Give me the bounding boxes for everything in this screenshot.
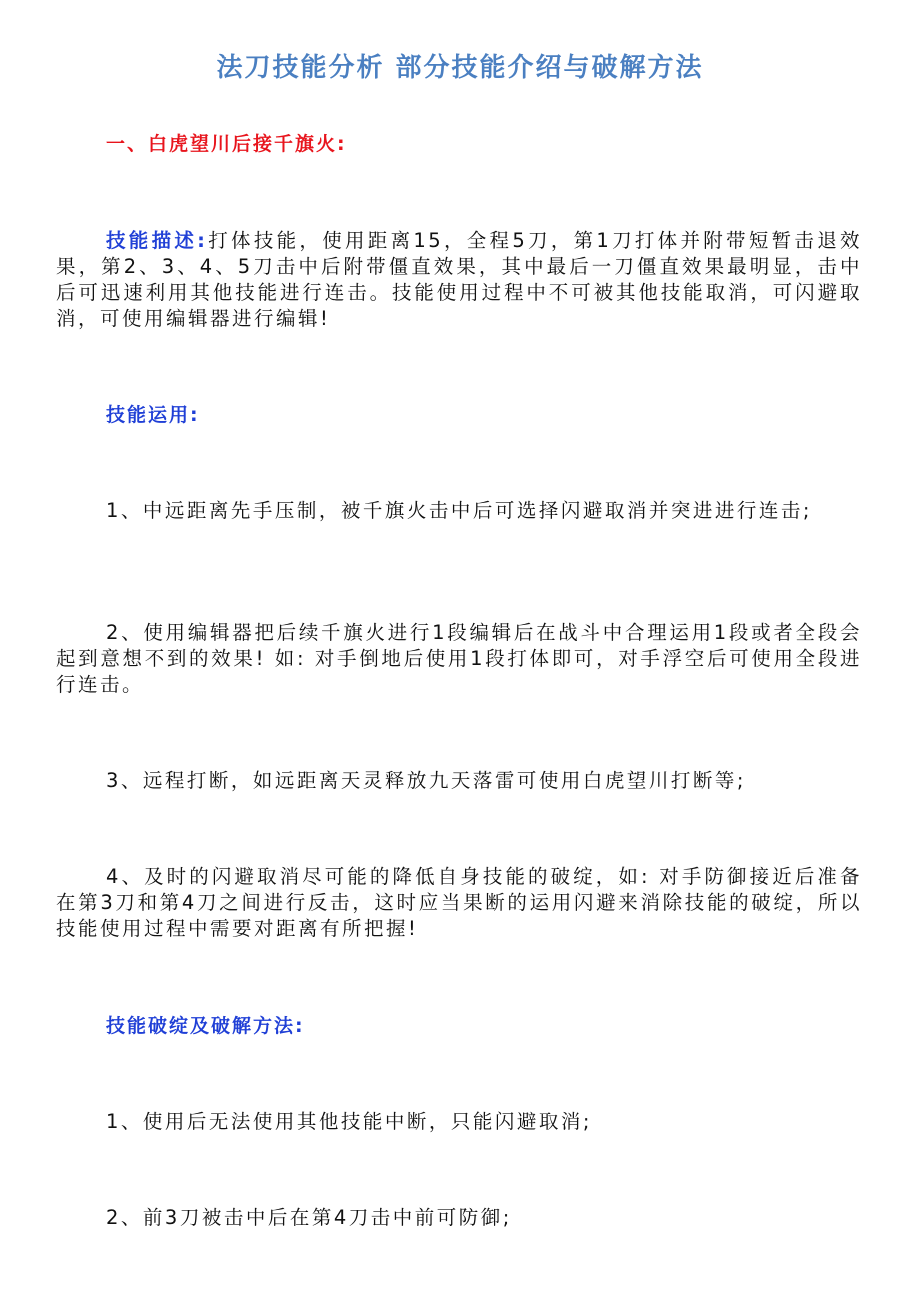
usage-item-3: 3、远程打断，如远距离天灵释放九天落雷可使用白虎望川打断等; xyxy=(106,769,746,792)
section-heading-usage: 技能运用: xyxy=(106,404,200,426)
skill-description-paragraph xyxy=(56,228,862,332)
counter-item-1: 1、使用后无法使用其他技能中断，只能闪避取消; xyxy=(106,1110,592,1133)
description-label: 技能描述: xyxy=(106,229,208,252)
section-heading-skill-name: 一、白虎望川后接千旗火: xyxy=(106,133,347,155)
counter-item-2: 2、前3刀被击中后在第4刀击中前可防御; xyxy=(106,1206,512,1229)
section-heading-counter: 技能破绽及破解方法: xyxy=(106,1015,305,1037)
usage-item-2: 2、使用编辑器把后续千旗火进行1段编辑后在战斗中合理运用1段或者全段会起到意想不到的效果! 如: 对手倒地后使用1段打体即可，对手浮空后可使用全段进行连击。 xyxy=(56,621,862,696)
description-text: 打体技能，使用距离15，全程5刀，第1刀打体并附带短暂击退效果，第2、3、4、5刀击中后附带僵直效果，其中最后一刀僵直效果最明显，击中后可迅速利用其他技能进行连击。技能使用过程中不可被其他技能取消，可闪避取消，可使用编辑器进行编辑! xyxy=(56,229,862,330)
usage-item-1: 1、中远距离先手压制，被千旗火击中后可选择闪避取消并突进进行连击; xyxy=(106,499,812,522)
document-title: 法刀技能分析 部分技能介绍与破解方法 xyxy=(216,53,704,83)
usage-item-4: 4、及时的闪避取消尽可能的降低自身技能的破绽，如: 对手防御接近后准备在第3刀和第4刀之间进行反击，这时应当果断的运用闪避来消除技能的破绽，所以技能使用过程中需要对距离有所把握! xyxy=(56,865,862,940)
